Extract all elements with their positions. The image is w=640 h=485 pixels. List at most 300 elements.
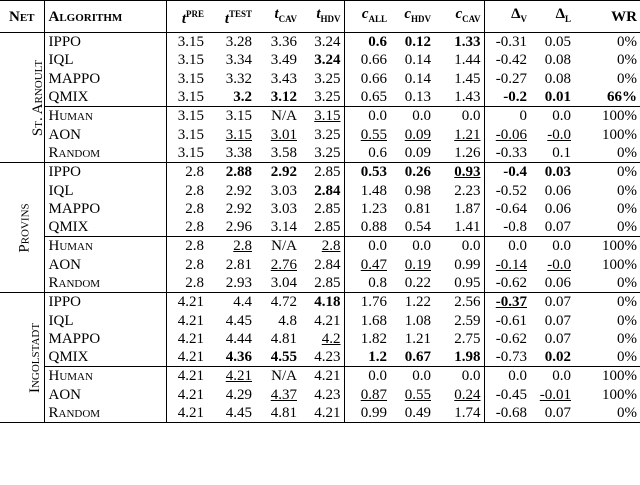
cell-t-test [207,51,255,69]
cell-c-all [344,181,390,199]
cell-value: 2.85 [314,200,341,217]
cell-c-all [344,256,390,274]
cell-value: 0.0 [412,238,431,255]
cell-t-test [207,107,255,126]
cell-win-rate [574,107,640,126]
cell-c-all [344,293,390,312]
cell-t-hdv [300,367,344,386]
cell-value: 3.04 [270,275,297,291]
cell-t-pre [166,163,207,182]
cell-c-cav [434,200,484,218]
cell-value: 0.07 [544,219,571,236]
cell-value: 0% [617,200,637,217]
cell-t-test [207,404,255,423]
cell-value: 0.99 [360,405,387,422]
cell-t-test [207,386,255,404]
algorithm-name: Random [44,144,166,163]
cell-value: 3.25 [314,89,341,106]
cell-value: 1.26 [454,144,481,161]
cell-delta-v [484,218,530,237]
cell-c-cav [434,311,484,329]
header-row [0,1,640,33]
table-row [0,330,640,348]
cell-t-hdv [300,311,344,329]
table-row [0,311,640,329]
cell-value: 0.08 [544,52,571,69]
cell-c-all [344,33,390,52]
cell-c-hdv [390,293,434,312]
cell-t-hdv [300,70,344,88]
cell-value: 4.44 [225,330,252,347]
cell-value: 2.93 [225,275,252,291]
cell-t-hdv [300,51,344,69]
table-row [0,181,640,199]
cell-value: -0.31 [495,34,527,51]
cell-t-cav [255,293,300,312]
cell-value: 1.76 [360,294,387,311]
cell-value: 1.45 [454,70,481,87]
cell-t-pre [166,256,207,274]
cell-delta-v [484,88,530,107]
cell-value: 2.85 [314,219,341,236]
cell-value: 2.23 [454,182,481,199]
cell-delta-l [530,256,574,274]
cell-c-all [344,70,390,88]
cell-value: 2.84 [314,182,341,199]
algorithm-name: Human [44,107,166,126]
cell-value: 0% [617,52,637,69]
cell-value: 0.0 [508,238,527,255]
cell-value: 3.15 [225,126,252,143]
cell-value: 3.32 [225,70,252,87]
cell-value: 4.18 [314,294,341,311]
cell-value: 0.0 [508,368,527,385]
cell-value: 0.07 [544,405,571,422]
cell-value: 0.0 [552,238,571,255]
cell-delta-l [530,348,574,367]
cell-value: 0% [617,219,637,236]
table-row [0,70,640,88]
cell-delta-l [530,163,574,182]
cell-value: 3.14 [270,219,297,236]
table-row [0,51,640,69]
cell-value: 0.02 [544,349,571,366]
cell-t-test [207,367,255,386]
cell-value: 0.8 [368,275,387,291]
cell-t-pre [166,33,207,52]
cell-value: 4.21 [177,405,204,422]
cell-value: 0.98 [404,182,431,199]
cell-value: 1.48 [360,182,387,199]
cell-value: 2.8 [233,238,252,255]
table-row [0,218,640,237]
cell-value: 0% [617,182,637,199]
cell-t-hdv [300,218,344,237]
cell-t-cav [255,88,300,107]
cell-value: 0.12 [404,34,431,51]
cell-delta-l [530,33,574,52]
cell-c-hdv [390,386,434,404]
cell-value: -0.61 [495,312,527,329]
cell-value: 2.84 [314,256,341,273]
cell-value: 0.1 [552,144,571,161]
header-c-hdv: $c_{HDV}$ [390,1,434,33]
cell-value: 1.23 [360,200,387,217]
cell-t-hdv [300,88,344,107]
cell-delta-v [484,274,530,293]
cell-value: 0.05 [544,34,571,51]
cell-value: 2.96 [225,219,252,236]
cell-t-cav [255,107,300,126]
cell-value: -0.2 [503,89,527,106]
cell-value: N/A [271,368,297,385]
table-row [0,33,640,52]
cell-t-hdv [300,274,344,293]
cell-delta-v [484,125,530,143]
algorithm-name: QMIX [44,88,166,107]
cell-t-pre [166,348,207,367]
cell-value: -0.37 [495,294,527,311]
cell-c-hdv [390,144,434,163]
cell-t-pre [166,293,207,312]
cell-delta-l [530,200,574,218]
cell-t-pre [166,274,207,293]
cell-c-all [344,404,390,423]
cell-value: 2.92 [270,164,297,181]
cell-delta-l [530,237,574,256]
cell-delta-l [530,181,574,199]
cell-value: 66% [607,89,637,106]
cell-value: 2.8 [185,275,204,291]
table-row [0,88,640,107]
cell-value: 2.8 [185,182,204,199]
cell-t-test [207,330,255,348]
cell-delta-l [530,144,574,163]
cell-t-pre [166,107,207,126]
cell-value: -0.14 [495,256,527,273]
cell-value: 1.33 [454,34,481,51]
cell-delta-v [484,311,530,329]
cell-value: 0.49 [404,405,431,422]
cell-delta-v [484,70,530,88]
cell-value: -0.06 [495,126,527,143]
table-row [0,348,640,367]
cell-value: 0.06 [544,182,571,199]
cell-t-pre [166,125,207,143]
cell-value: 3.34 [225,52,252,69]
cell-t-hdv [300,348,344,367]
cell-value: 100% [602,368,637,385]
cell-value: 4.23 [314,386,341,403]
cell-win-rate [574,70,640,88]
header-c-cav: $c_{CAV}$ [434,1,484,33]
cell-delta-v [484,330,530,348]
cell-value: 1.68 [360,312,387,329]
cell-value: 2.85 [314,164,341,181]
net-label [0,163,44,293]
cell-c-all [344,88,390,107]
cell-c-cav [434,404,484,423]
cell-t-cav [255,51,300,69]
cell-c-cav [434,107,484,126]
cell-value: 3.25 [314,144,341,161]
cell-value: 3.38 [225,144,252,161]
cell-value: 3.15 [177,70,204,87]
header-net: Net [0,1,44,33]
cell-value: 0.03 [544,164,571,181]
cell-value: -0.27 [495,70,527,87]
cell-delta-l [530,386,574,404]
cell-c-cav [434,237,484,256]
cell-t-cav [255,125,300,143]
cell-value: -0.4 [503,164,527,181]
cell-delta-v [484,404,530,423]
cell-delta-l [530,107,574,126]
cell-value: 4.21 [314,405,341,422]
cell-c-cav [434,293,484,312]
cell-c-cav [434,218,484,237]
cell-c-cav [434,144,484,163]
cell-delta-l [530,367,574,386]
cell-value: 4.23 [314,349,341,366]
cell-value: 0.99 [454,256,481,273]
cell-delta-l [530,88,574,107]
cell-value: 0.55 [404,386,431,403]
cell-t-hdv [300,256,344,274]
cell-c-hdv [390,218,434,237]
cell-c-all [344,163,390,182]
cell-value: -0.0 [547,126,571,143]
cell-value: -0.45 [495,386,527,403]
cell-value: 0.87 [360,386,387,403]
cell-t-test [207,88,255,107]
cell-value: 1.74 [454,405,481,422]
cell-value: 0.47 [360,256,387,273]
cell-value: 0.06 [544,200,571,217]
cell-value: 0.0 [368,238,387,255]
cell-value: 1.98 [454,349,481,366]
cell-value: 1.08 [404,312,431,329]
cell-value: 0.0 [552,108,571,125]
cell-value: 0.53 [360,164,387,181]
cell-value: 2.81 [225,256,252,273]
cell-c-hdv [390,70,434,88]
cell-value: 0 [519,108,527,125]
cell-win-rate [574,367,640,386]
cell-t-test [207,274,255,293]
algorithm-name: QMIX [44,348,166,367]
cell-value: 1.2 [368,349,387,366]
cell-t-hdv [300,386,344,404]
cell-delta-v [484,386,530,404]
cell-value: -0.01 [539,386,571,403]
cell-c-cav [434,386,484,404]
net-name: Provins [16,202,33,253]
cell-value: 3.15 [225,108,252,125]
cell-c-cav [434,181,484,199]
cell-value: 2.8 [185,164,204,181]
cell-value: 0% [617,312,637,329]
cell-win-rate [574,330,640,348]
cell-value: 1.43 [454,89,481,106]
cell-c-all [344,125,390,143]
cell-t-pre [166,88,207,107]
cell-value: 3.25 [314,126,341,143]
cell-win-rate [574,311,640,329]
cell-value: 0% [617,144,637,161]
cell-delta-l [530,404,574,423]
table-row [0,256,640,274]
cell-t-hdv [300,237,344,256]
cell-t-hdv [300,33,344,52]
cell-c-cav [434,33,484,52]
cell-value: 3.15 [177,144,204,161]
cell-delta-l [530,125,574,143]
cell-win-rate [574,404,640,423]
cell-t-test [207,200,255,218]
cell-value: 0.0 [368,368,387,385]
cell-value: 3.43 [270,70,297,87]
cell-c-hdv [390,200,434,218]
cell-value: 4.55 [270,349,297,366]
cell-t-test [207,163,255,182]
cell-t-test [207,348,255,367]
cell-value: 0.67 [404,349,431,366]
cell-value: 0% [617,294,637,311]
cell-c-hdv [390,237,434,256]
algorithm-name: Human [44,367,166,386]
algorithm-name: AON [44,256,166,274]
cell-value: 4.4 [233,294,252,311]
cell-value: 1.21 [404,330,431,347]
algorithm-name: Random [44,274,166,293]
cell-value: N/A [271,108,297,125]
cell-t-cav [255,70,300,88]
cell-t-cav [255,330,300,348]
cell-value: 0.24 [454,386,481,403]
cell-value: 2.75 [454,330,481,347]
net-label [0,293,44,423]
cell-value: 4.8 [278,312,297,329]
algorithm-name: IQL [44,311,166,329]
cell-value: 4.37 [270,386,297,403]
cell-t-hdv [300,144,344,163]
cell-c-hdv [390,33,434,52]
cell-value: 0.0 [368,108,387,125]
cell-value: -0.68 [495,405,527,422]
cell-t-hdv [300,330,344,348]
cell-value: 0.93 [454,164,481,181]
header-t-hdv: $t_{HDV}$ [300,1,344,33]
cell-delta-l [530,70,574,88]
cell-value: -0.62 [495,330,527,347]
cell-c-all [344,200,390,218]
cell-t-pre [166,218,207,237]
cell-delta-l [530,330,574,348]
cell-value: 2.76 [270,256,297,273]
algorithm-name: Random [44,404,166,423]
cell-c-hdv [390,311,434,329]
cell-win-rate [574,218,640,237]
algorithm-name: IQL [44,51,166,69]
algorithm-name: AON [44,386,166,404]
cell-value: 0% [617,330,637,347]
cell-value: 0% [617,70,637,87]
cell-t-test [207,144,255,163]
cell-c-all [344,51,390,69]
cell-win-rate [574,386,640,404]
cell-t-test [207,293,255,312]
cell-value: 100% [602,108,637,125]
cell-value: 2.85 [314,275,341,291]
cell-t-cav [255,181,300,199]
cell-t-cav [255,237,300,256]
header-delta-v: $\Delta_V$ [484,1,530,33]
cell-value: 0.0 [412,368,431,385]
cell-value: 0.26 [404,164,431,181]
cell-t-pre [166,237,207,256]
cell-value: 3.24 [314,34,341,51]
cell-value: 4.21 [177,386,204,403]
algorithm-name: IPPO [44,163,166,182]
cell-value: 0.07 [544,312,571,329]
table-row [0,125,640,143]
cell-value: -0.33 [495,144,527,161]
cell-value: 2.8 [321,238,341,255]
cell-value: 100% [602,238,637,255]
table-row [0,237,640,256]
cell-delta-v [484,293,530,312]
cell-c-hdv [390,181,434,199]
cell-value: 0.14 [404,52,431,69]
cell-t-hdv [300,125,344,143]
cell-c-cav [434,51,484,69]
cell-value: N/A [271,238,297,255]
cell-value: 2.8 [185,238,204,255]
cell-t-test [207,181,255,199]
cell-c-cav [434,274,484,293]
cell-c-cav [434,367,484,386]
cell-value: 1.41 [454,219,481,236]
cell-value: 0.88 [360,219,387,236]
cell-c-hdv [390,107,434,126]
cell-t-cav [255,348,300,367]
cell-win-rate [574,181,640,199]
cell-value: 2.8 [185,256,204,273]
cell-value: 4.2 [321,330,341,347]
cell-c-hdv [390,163,434,182]
cell-value: 4.21 [314,312,341,329]
cell-t-cav [255,256,300,274]
cell-value: 3.15 [177,52,204,69]
cell-c-cav [434,163,484,182]
cell-t-cav [255,367,300,386]
cell-value: 3.15 [177,126,204,143]
cell-value: 4.21 [177,349,204,366]
cell-c-hdv [390,51,434,69]
cell-t-hdv [300,181,344,199]
cell-t-test [207,311,255,329]
cell-value: 0.0 [412,108,431,125]
cell-value: 0.55 [360,126,387,143]
cell-delta-l [530,274,574,293]
cell-value: 3.2 [233,89,252,106]
header-t-pre: $t^{PRE}$ [166,1,207,33]
algorithm-name: Human [44,237,166,256]
cell-t-cav [255,386,300,404]
cell-delta-v [484,51,530,69]
cell-value: 4.45 [225,312,252,329]
